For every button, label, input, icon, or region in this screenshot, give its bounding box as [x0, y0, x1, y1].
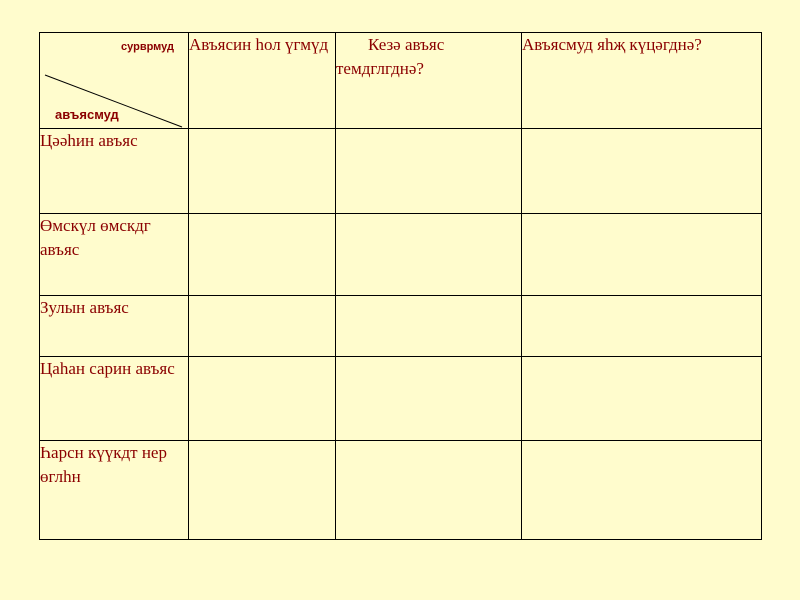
row-label: Һарсн күүкдт нер өглһн [40, 441, 189, 540]
table-cell [522, 296, 762, 357]
header-row [40, 33, 762, 129]
table-cell [189, 296, 336, 357]
table-row [40, 357, 762, 441]
header-cell-how: Авъясмуд яһҗ күцәгднә? [522, 33, 762, 129]
row-label: Цаһан сарин авъяс [40, 357, 189, 441]
header-cell-keywords: Авъясин һол үгмүд [189, 33, 336, 129]
table-row [40, 296, 762, 357]
customs-table [39, 32, 762, 540]
table-cell [336, 296, 522, 357]
table-cell [336, 129, 522, 214]
table-row [40, 214, 762, 296]
table-cell [336, 357, 522, 441]
table-cell [522, 441, 762, 540]
header-cell-when: Кезә авъяс темдглгднә? [336, 33, 522, 129]
row-label: Цәәһин авъяс [40, 129, 189, 214]
table-cell [189, 441, 336, 540]
corner-cell [40, 33, 189, 129]
corner-top-label: сурврмуд [121, 41, 174, 53]
row-label: Зулын авъяс [40, 296, 189, 357]
table-row [40, 129, 762, 214]
table-cell [336, 214, 522, 296]
table-cell [189, 129, 336, 214]
table-cell [336, 441, 522, 540]
table-cell [189, 357, 336, 441]
table-cell [522, 214, 762, 296]
row-label: Өмскүл өмскдг авъяс [40, 214, 189, 296]
corner-bottom-label: авъясмуд [55, 107, 119, 122]
table-row [40, 441, 762, 540]
table-cell [522, 357, 762, 441]
table-cell [189, 214, 336, 296]
table-cell [522, 129, 762, 214]
